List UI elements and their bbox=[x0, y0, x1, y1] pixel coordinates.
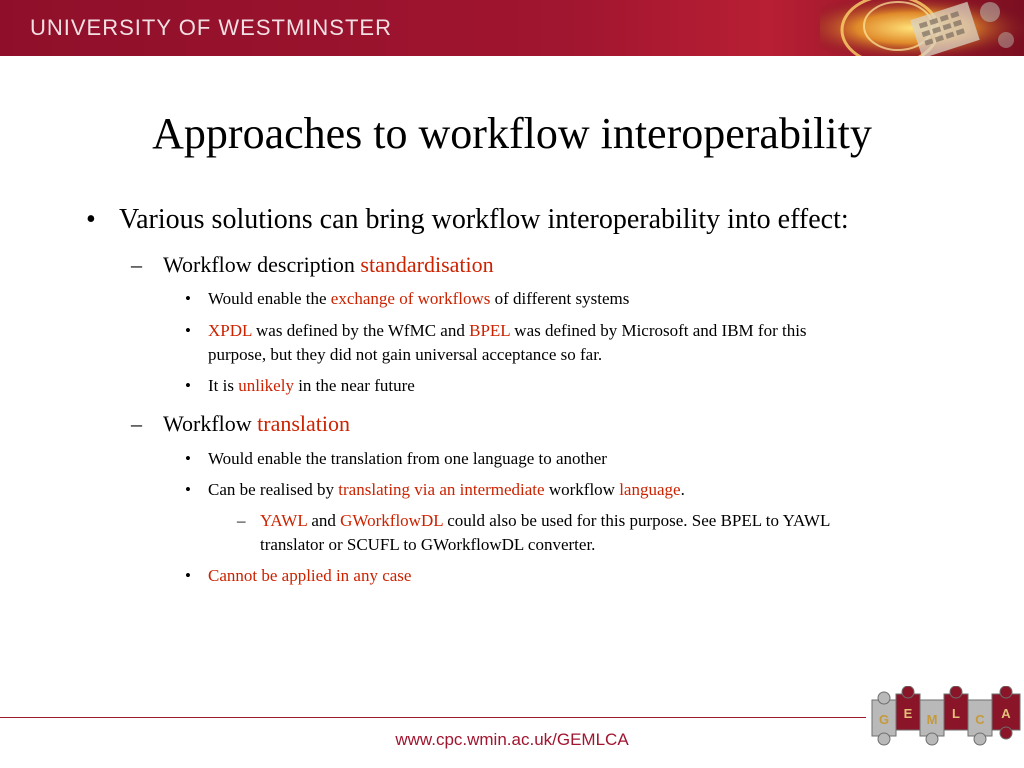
logo-letter: C bbox=[975, 712, 985, 727]
highlight-text: BPEL bbox=[469, 321, 511, 340]
sub-item-text: Workflow description standardisation bbox=[163, 252, 494, 277]
bullet-marker: • bbox=[86, 204, 96, 235]
highlight-text: YAWL bbox=[260, 511, 308, 530]
logo-letter: M bbox=[926, 712, 938, 727]
logo-letter: L bbox=[952, 706, 960, 721]
sub-sub-item-text-continued: translator or SCUFL to GWorkflowDL converter. bbox=[260, 535, 596, 554]
bullet-text: Can be realised by translating via an intermediate workflow language. bbox=[208, 480, 685, 499]
highlight-text: XPDL bbox=[208, 321, 252, 340]
logo-letter: A bbox=[1001, 706, 1011, 721]
bullet-marker: • bbox=[185, 376, 191, 395]
bullet-marker: • bbox=[185, 321, 191, 340]
highlight-text: language bbox=[619, 480, 681, 499]
gemlca-puzzle-logo bbox=[870, 686, 1022, 752]
logo-letter: G bbox=[878, 712, 890, 727]
bullet-text: Various solutions can bring workflow interoperability into effect: bbox=[119, 204, 849, 235]
dash-marker: – bbox=[131, 252, 142, 277]
highlight-text: GWorkflowDL bbox=[340, 511, 443, 530]
bullet-text: Would enable the exchange of workflows of different systems bbox=[208, 289, 630, 308]
dash-marker: – bbox=[131, 411, 142, 436]
bullet-marker: • bbox=[185, 566, 191, 585]
highlight-text: translating via an intermediate bbox=[338, 480, 545, 499]
highlight-text: exchange of workflows bbox=[330, 289, 491, 308]
sub-item-text: Workflow translation bbox=[163, 411, 351, 436]
bullet-text-continued: purpose, but they did not gain universal acceptance so far. bbox=[208, 345, 603, 364]
highlight-text: translation bbox=[257, 411, 351, 436]
sub-sub-item-text: YAWL and GWorkflowDL could also be used for this purpose. See BPEL to YAWL bbox=[260, 511, 831, 530]
bullet-text: XPDL was defined by the WfMC and BPEL was defined by Microsoft and IBM for this bbox=[208, 321, 807, 340]
bullet-marker: • bbox=[185, 449, 191, 468]
footer-url: www.cpc.wmin.ac.uk/GEMLCA bbox=[395, 730, 629, 749]
bullet-text: Would enable the translation from one language to another bbox=[208, 449, 607, 468]
bullet-marker: • bbox=[185, 289, 191, 308]
bullet-marker: • bbox=[185, 480, 191, 499]
highlight-text: standardisation bbox=[360, 252, 494, 277]
university-name: UNIVERSITY OF WESTMINSTER bbox=[30, 15, 392, 40]
dash-marker: – bbox=[237, 511, 246, 530]
slide-title: Approaches to workflow interoperability bbox=[152, 109, 872, 158]
bullet-text: It is unlikely in the near future bbox=[208, 376, 415, 395]
footer-divider bbox=[0, 717, 866, 718]
logo-letter: E bbox=[903, 706, 913, 721]
highlight-text: Cannot be applied in any case bbox=[208, 566, 412, 585]
highlight-text: unlikely bbox=[238, 376, 294, 395]
